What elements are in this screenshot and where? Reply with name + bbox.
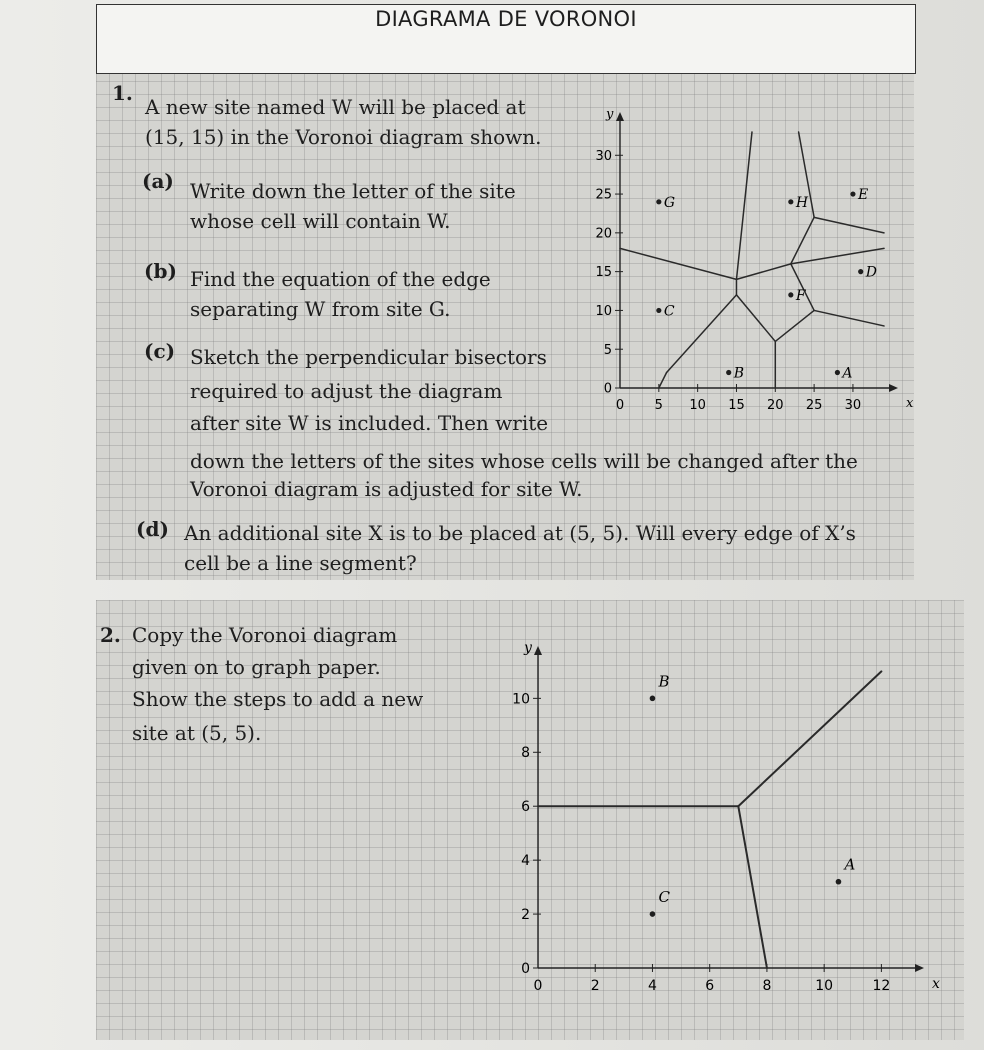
site-label-f: F: [795, 287, 806, 304]
y-tick-label: 10: [595, 303, 612, 319]
q1c-label: (c): [144, 339, 176, 363]
y-axis-arrow: [534, 646, 542, 655]
x-tick-label: 25: [805, 398, 823, 413]
x-tick-label: 20: [767, 398, 784, 413]
site-point-b: [726, 370, 731, 375]
y-tick-label: 20: [595, 226, 612, 242]
site-label-c: C: [663, 303, 675, 320]
x-tick-label: 4: [648, 978, 657, 994]
x-tick-label: 6: [705, 978, 715, 994]
site-label-a: A: [844, 855, 856, 874]
q1c-line-2: required to adjust the diagram: [190, 379, 503, 403]
x-axis-label: x: [906, 396, 914, 411]
y-tick-label: 25: [595, 187, 612, 203]
site-point-b: [650, 696, 656, 702]
x-tick-label: 2: [590, 978, 600, 994]
q1a-line-1: Write down the letter of the site: [190, 179, 516, 203]
q1b-line-1: Find the equation of the edge: [190, 267, 491, 291]
y-axis-label: y: [524, 640, 532, 656]
voronoi-chart-q2: [496, 622, 946, 1002]
q1-intro-line-1: A new site named W will be placed at: [145, 95, 526, 119]
site-label-a: A: [842, 365, 853, 382]
site-point-d: [858, 269, 863, 274]
voronoi-edge: [791, 248, 884, 264]
y-tick-label: 6: [521, 799, 530, 816]
x-tick-label: 10: [689, 398, 706, 413]
q1c-line-1: Sketch the perpendicular bisectors: [190, 345, 547, 369]
site-point-e: [850, 191, 855, 196]
site-label-g: G: [663, 194, 676, 211]
site-label-h: H: [795, 194, 809, 211]
site-point-a: [835, 370, 840, 375]
site-label-c: C: [658, 888, 670, 907]
x-tick-label: 5: [654, 398, 663, 413]
voronoi-chart-q1: [580, 107, 914, 424]
q1d-line-2: cell be a line segment?: [184, 551, 417, 575]
q1c-line-3: after site W is included. Then write: [190, 411, 549, 435]
q1a-line-2: whose cell will contain W.: [190, 209, 451, 233]
voronoi-edge: [775, 310, 814, 341]
voronoi-edge: [738, 671, 881, 806]
voronoi-edge: [791, 217, 814, 264]
voronoi-edge: [736, 132, 752, 279]
q1d-line-1: An additional site X is to be placed at (5, 5). Will every edge of X’s: [184, 521, 856, 545]
y-tick-label: 4: [521, 853, 530, 870]
x-tick-label: 30: [844, 398, 862, 413]
x-axis-arrow: [889, 384, 898, 392]
site-point-c: [656, 308, 661, 313]
x-axis-label: x: [932, 976, 940, 992]
y-tick-label: 15: [595, 265, 612, 281]
q1-number: 1.: [112, 81, 133, 105]
site-label-e: E: [857, 187, 869, 204]
voronoi-edge: [738, 806, 767, 968]
y-tick-label: 30: [595, 148, 612, 164]
x-tick-label: 10: [815, 978, 834, 994]
q2-number: 2.: [100, 623, 121, 647]
voronoi-edge: [736, 264, 790, 280]
y-axis-label: y: [606, 107, 614, 122]
q1-intro-line-2: (15, 15) in the Voronoi diagram shown.: [145, 125, 542, 149]
q1a-label: (a): [142, 169, 174, 193]
site-point-a: [836, 879, 842, 885]
q2-line-3: Show the steps to add a new: [132, 687, 424, 711]
site-label-b: B: [658, 672, 670, 691]
y-tick-label: 2: [521, 906, 530, 923]
q2-line-2: given on to graph paper.: [132, 655, 381, 679]
title-box: [96, 4, 916, 74]
site-point-f: [788, 292, 793, 297]
x-tick-label: 8: [762, 978, 772, 994]
q1c-line-4: down the letters of the sites whose cells will be changed after the: [190, 449, 858, 473]
voronoi-edge: [659, 372, 667, 388]
voronoi-edge: [814, 217, 884, 233]
y-tick-label: 5: [603, 342, 612, 358]
y-tick-label: 10: [512, 691, 530, 708]
site-point-h: [788, 199, 793, 204]
y-tick-label: 8: [521, 745, 530, 762]
voronoi-edge: [620, 248, 736, 279]
x-tick-label: 15: [728, 398, 745, 413]
voronoi-edge: [814, 310, 884, 326]
voronoi-edge: [736, 295, 775, 342]
q1c-line-5: Voronoi diagram is adjusted for site W.: [190, 477, 583, 501]
q1d-label: (d): [136, 517, 169, 541]
q2-line-1: Copy the Voronoi diagram: [132, 623, 398, 647]
site-point-c: [650, 911, 656, 917]
y-tick-label: 0: [521, 960, 530, 977]
x-tick-label: 0: [615, 398, 625, 413]
site-label-d: D: [865, 264, 877, 281]
voronoi-edge: [667, 295, 737, 373]
x-tick-label: 0: [533, 978, 543, 994]
q2-line-4: site at (5, 5).: [132, 721, 262, 745]
q1b-line-2: separating W from site G.: [190, 297, 451, 321]
x-axis-arrow: [915, 964, 924, 972]
page-title: DIAGRAMA DE VORONOI: [375, 7, 637, 31]
y-axis-arrow: [616, 112, 624, 121]
x-tick-label: 12: [872, 978, 891, 994]
y-tick-label: 0: [603, 381, 612, 397]
q1b-label: (b): [144, 259, 177, 283]
site-label-b: B: [733, 365, 745, 382]
site-point-g: [656, 199, 661, 204]
